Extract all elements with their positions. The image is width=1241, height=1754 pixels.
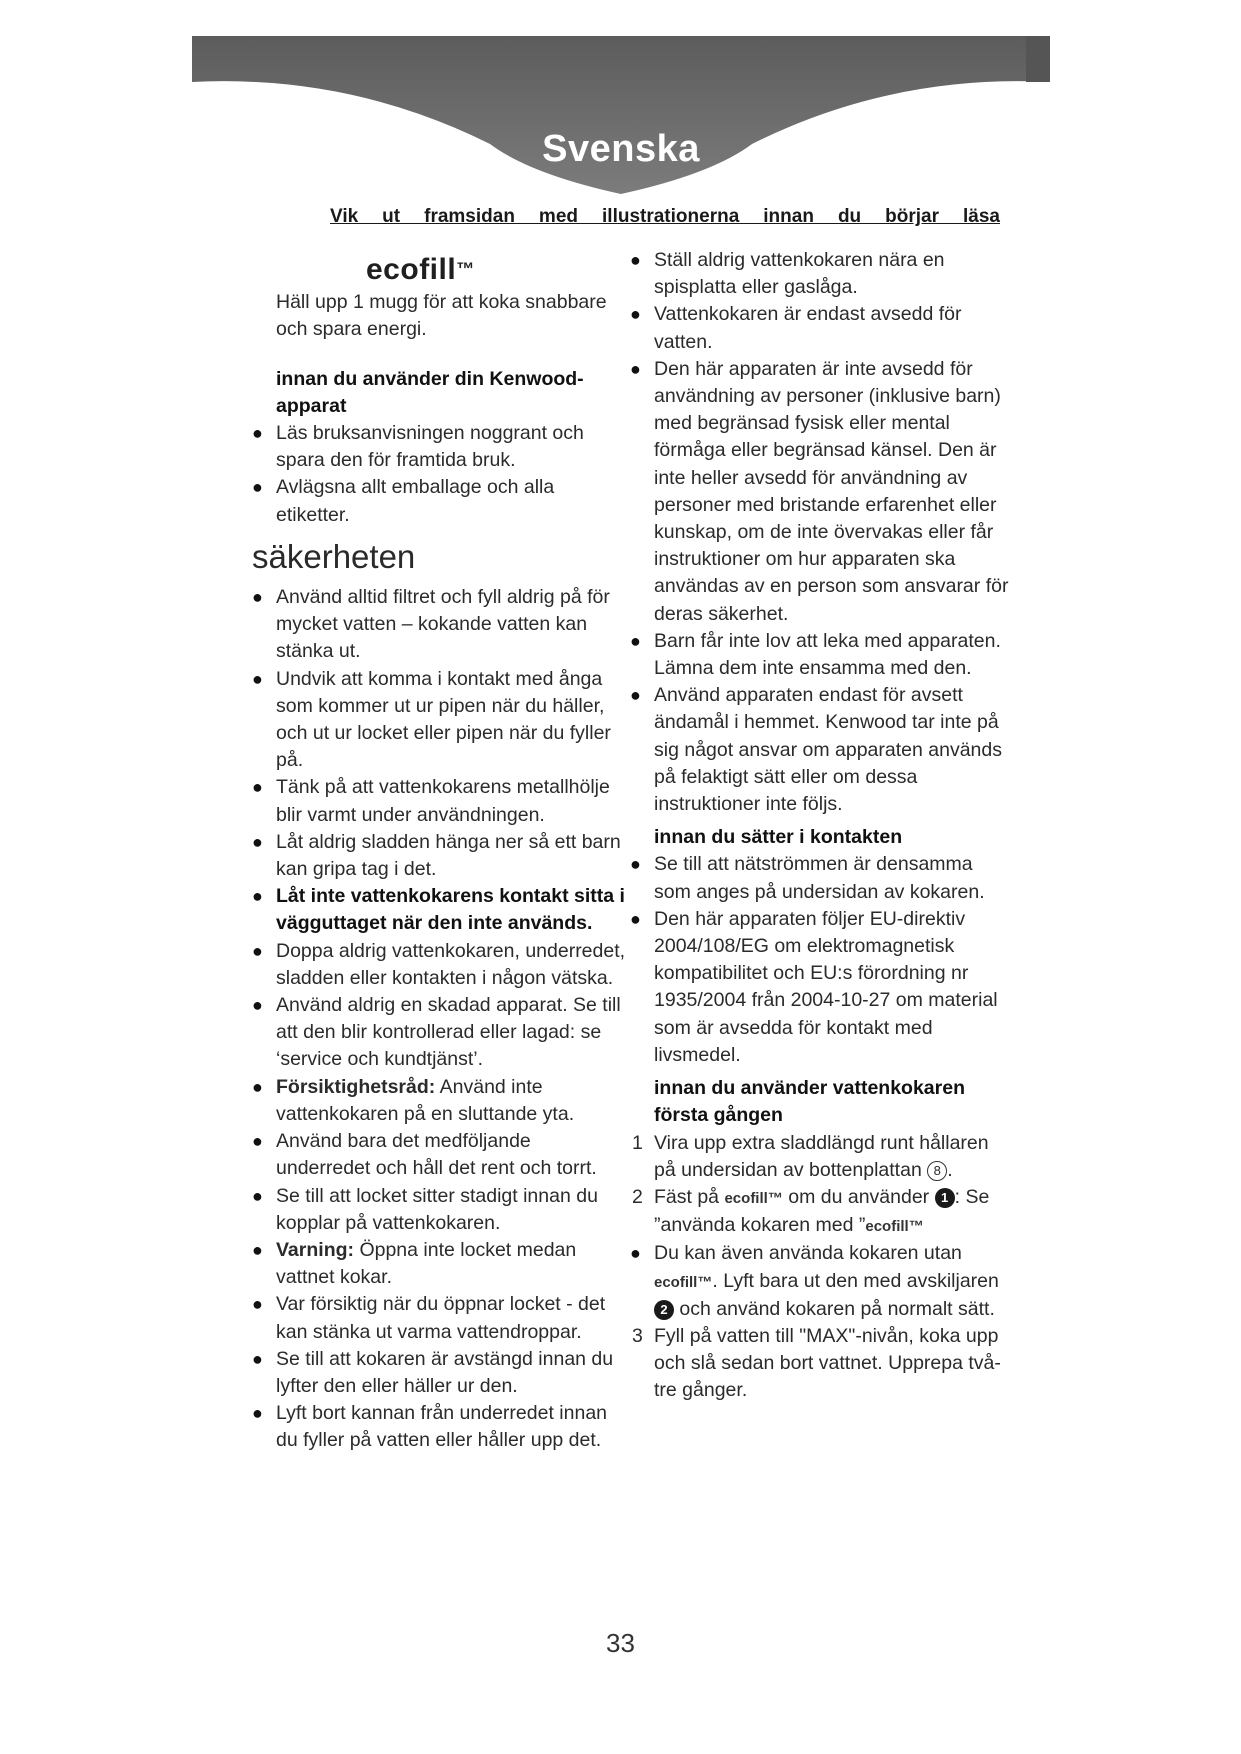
- ecofill-inline-logo: ecofill™: [865, 1218, 924, 1236]
- left-column: [252, 253, 630, 1455]
- first-use-steps-continued: [630, 1323, 1010, 1405]
- list-item: ● Läs bruksanvisningen noggrant och spara den för framtida bruk.: [252, 420, 630, 474]
- list-item: ● Ställ aldrig vattenkokaren nära en spisplatta eller gaslåga.: [630, 247, 1010, 301]
- first-use-heading: innan du använder vattenkokaren första gången: [654, 1077, 966, 1127]
- list-item: ● Den här apparaten följer EU-direktiv 2004/108/EG om elektromagnetisk kompatibilitet och EU:s förordning nr 1935/2004 från 2004-10-27 om material som är avsedda för kontakt med livsmedel.: [630, 906, 1010, 1069]
- list-item: ● Använd aldrig en skadad apparat. Se till att den blir kontrollerad eller lagad: se ‘service och kundtjänst’.: [252, 992, 630, 1074]
- step-3: [630, 1323, 1010, 1405]
- logo-text: ecofill: [366, 253, 457, 286]
- sub-text-a: Du kan även använda kokaren utan: [654, 1242, 962, 1265]
- page-number: 33: [606, 1628, 635, 1658]
- language-header: [192, 36, 1050, 198]
- step-1: [630, 1130, 1010, 1184]
- list-item: ● Se till att kokaren är avstängd innan du lyfter den eller häller ur den.: [252, 1346, 630, 1400]
- sub-text-b: . Lyft bara ut den med avskiljaren: [712, 1269, 999, 1292]
- before-use-list: [252, 420, 630, 529]
- ecofill-inline-logo: ecofill™: [724, 1189, 783, 1207]
- step-number: 2: [632, 1185, 643, 1208]
- header-title: Svenska: [542, 128, 700, 170]
- step-number: 1: [632, 1131, 643, 1154]
- caution-text: Använd inte vattenkokaren på en sluttande yta.: [276, 1075, 575, 1125]
- before-plug-heading: innan du sätter i kontakten: [654, 826, 903, 849]
- list-item: ● Se till att nätströmmen är densamma som anges på undersidan av kokaren.: [630, 851, 1010, 905]
- list-item: ● Se till att locket sitter stadigt innan du kopplar på vattenkokaren.: [252, 1183, 630, 1237]
- list-item: ● Barn får inte lov att leka med apparaten. Lämna dem inte ensamma med den.: [630, 628, 1010, 682]
- varning-text: Öppna inte locket medan vattnet kokar.: [276, 1238, 577, 1289]
- ecofill-description: Häll upp 1 mugg för att koka snabbare och spara energi.: [276, 291, 607, 341]
- list-item-varning: [252, 1237, 630, 1291]
- list-item: ● Låt aldrig sladden hänga ner så ett barn kan gripa tag i det.: [252, 829, 630, 883]
- logo-trademark: ™: [456, 259, 475, 279]
- list-item: ● Lyft bort kannan från underredet innan du fyller på vatten eller håller upp det.: [252, 1400, 630, 1454]
- step-3-text: Fyll på vatten till "MAX"-nivån, koka upp och slå sedan bort vattnet. Upprepa två-tre gånger.: [654, 1324, 1001, 1402]
- before-use-heading: innan du använder din Kenwood-apparat: [276, 367, 584, 417]
- sub-text-c: och använd kokaren på normalt sätt.: [679, 1297, 995, 1320]
- list-item: ● Doppa aldrig vattenkokaren, underredet, sladden eller kontakten i någon vätska.: [252, 938, 630, 992]
- list-item: ● Använd bara det medföljande underredet och håll det rent och torrt.: [252, 1128, 630, 1182]
- step-2-sublist: [630, 1240, 1010, 1323]
- intro-instruction: Vik ut framsidan med illustrationerna innan du börjar läsa: [330, 206, 1000, 227]
- list-item: ● Använd apparaten endast för avsett ändamål i hemmet. Kenwood tar inte på sig något ansvar om apparaten används på felaktigt sätt eller om dessa instruktioner inte följs.: [630, 682, 1010, 818]
- safety-list: [252, 584, 630, 1455]
- list-item: ● Den här apparaten är inte avsedd för användning av personer (inklusive barn) med begränsad fysisk eller mental förmåga eller begränsad känsel. Den är inte heller avsedd för användning av personer med bristande erfarenhet eller kunskap, om de inte övervakas eller får instruktioner om hur apparaten ska användas av en person som ansvarar för deras säkerhet.: [630, 356, 1010, 628]
- list-item-warning-plug: ● Låt inte vattenkokarens kontakt sitta i vägguttaget när den inte används.: [252, 883, 630, 937]
- list-item: ● Vattenkokaren är endast avsedd för vatten.: [630, 301, 1010, 355]
- step-1-text: Vira upp extra sladdlängd runt hållaren på undersidan av bottenplattan: [654, 1131, 989, 1181]
- step-2-text-c: : Se ”använda kokaren med ”: [654, 1185, 990, 1237]
- safety-list-continued: [630, 247, 1010, 818]
- caution-label: Försiktighetsråd:: [276, 1075, 436, 1098]
- step-2-text-a: Fäst på: [654, 1185, 720, 1208]
- list-item: ● Avlägsna allt emballage och alla etiketter.: [252, 474, 630, 528]
- first-use-steps: [630, 1130, 1010, 1241]
- ecofill-logo: [366, 253, 630, 286]
- ref-1-icon: 1: [935, 1188, 955, 1208]
- step-2: [630, 1184, 1010, 1240]
- right-column: [630, 247, 1010, 1405]
- list-item: ● Använd alltid filtret och fyll aldrig på för mycket vatten – kokande vatten kan stänka ut.: [252, 584, 630, 666]
- varning-label: Varning:: [276, 1238, 355, 1261]
- safety-title: säkerheten: [252, 537, 416, 575]
- before-plug-list: [630, 851, 1010, 1069]
- list-item: ● Var försiktig när du öppnar locket - det kan stänka ut varma vattendroppar.: [252, 1291, 630, 1345]
- step-number: 3: [632, 1324, 643, 1347]
- list-item: ● Undvik att komma i kontakt med ånga som kommer ut ur pipen när du häller, och ut ur locket eller pipen när du fyller på.: [252, 666, 630, 775]
- ecofill-inline-logo: ecofill™: [654, 1273, 713, 1291]
- step-1-end: .: [947, 1158, 953, 1181]
- list-item: ● Tänk på att vattenkokarens metallhölje blir varmt under användningen.: [252, 774, 630, 828]
- header-banner-shape: [192, 36, 1050, 198]
- step-2-text-b: om du använder: [788, 1185, 930, 1208]
- list-item: [630, 1240, 1010, 1323]
- ref-8-icon: 8: [927, 1161, 947, 1181]
- list-item-caution: [252, 1074, 630, 1128]
- ref-2-icon: 2: [654, 1300, 674, 1320]
